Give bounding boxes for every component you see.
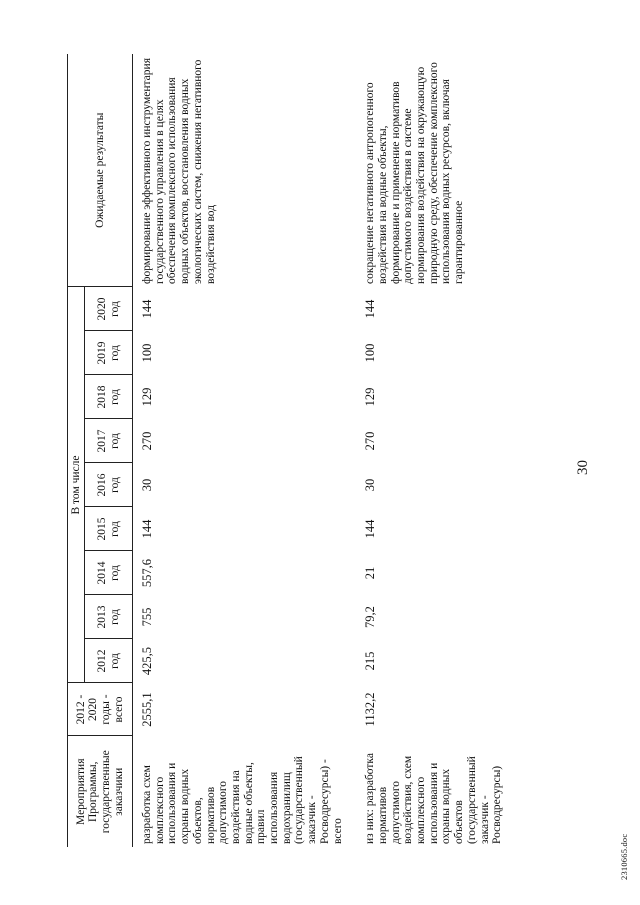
header-year: 2020 год (85, 287, 133, 331)
program-table (67, 54, 506, 847)
table-row (133, 54, 347, 847)
header-in-total: В том числе (68, 287, 85, 683)
expected-result: формирование эффективного инструментария государственного управления в целях обеспечения комплексного использования водных объектов, восстановления водных экологических систем, снижения негативного воздействия вод (141, 58, 217, 284)
header-total: 2012 - 2020 годы - всего (68, 683, 133, 736)
page-number: 30 (575, 460, 591, 475)
header-year: 2012 год (85, 639, 133, 683)
year-value: 270 (140, 431, 154, 451)
document-id: 2310665.doc (619, 833, 629, 880)
year-value: 129 (363, 387, 378, 407)
year-value: 425,5 (140, 646, 154, 676)
year-value: 144 (140, 299, 154, 319)
header-year: 2019 год (85, 331, 133, 375)
header-year: 2014 год (85, 551, 133, 595)
header-year: 2018 год (85, 375, 133, 419)
year-value: 144 (140, 519, 154, 539)
year-value: 129 (140, 387, 154, 407)
header-measures: Мероприятия Программы, государственные заказчики (68, 736, 133, 847)
year-value: 30 (363, 478, 378, 492)
year-value: 755 (140, 607, 154, 627)
year-value: 270 (363, 431, 378, 451)
year-value: 30 (140, 478, 154, 492)
measure-name: разработка схем комплексного использования и охраны водных объектов, нормативов допустимого воздействия на водные объекты, правил использования водохранилищ (государственный заказчик - Росводресурсы) - всего (141, 756, 344, 844)
year-value: 79,2 (363, 606, 378, 628)
year-value: 144 (363, 519, 378, 539)
year-value: 144 (363, 299, 378, 319)
year-value: 100 (140, 343, 154, 363)
expected-result: сокращение негативного антропогенного воздействия на водные объекты, формирование и применение нормативов допустимого воздействия в системе нормирования воздействия на окружающую природную среду, обеспечение комплексного использования водных ресурсов, включая гарантированное (364, 62, 466, 284)
measure-name: из них: разработка нормативов допустимого воздействия, схем комплексного использования и охраны водных объектов (государственный заказчик - Росводресурсы) (364, 753, 504, 844)
total-value: 1132,2 (363, 692, 378, 727)
year-value: 215 (363, 651, 378, 671)
header-year: 2016 год (85, 463, 133, 507)
total-value: 2555,1 (140, 692, 154, 727)
year-value: 21 (363, 566, 378, 580)
header-results: Ожидаемые результаты (68, 54, 133, 287)
year-value: 100 (363, 343, 378, 363)
header-year: 2013 год (85, 595, 133, 639)
header-year: 2015 год (85, 507, 133, 551)
header-year: 2017 год (85, 419, 133, 463)
year-value: 557,6 (140, 558, 154, 588)
table-row (346, 54, 506, 847)
